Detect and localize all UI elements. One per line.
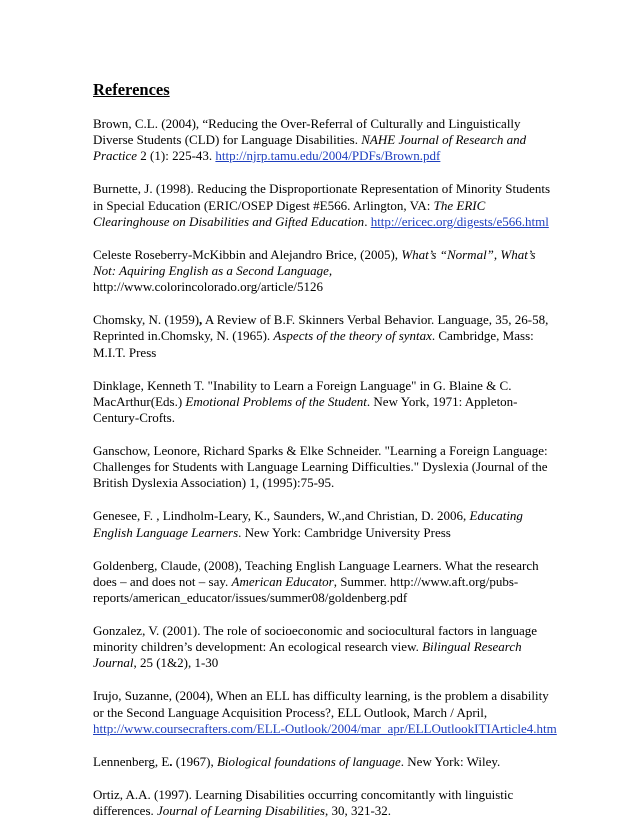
reference-text: Reprinted in.Chomsky, N. (1965). xyxy=(93,328,274,344)
reference-line xyxy=(93,198,613,214)
reference-title-italic: American Educator xyxy=(231,573,334,589)
reference-text: Ortiz, A.A. (1997). Learning Disabilities occurring concomitantly with linguistic xyxy=(93,786,514,802)
reference-line xyxy=(93,558,613,574)
reference-line xyxy=(93,263,613,279)
reference-text: . New York, 1971: Appleton- xyxy=(366,393,518,409)
reference-text: Challenges for Students with Language Learning Difficulties." Dyslexia (Journal of the xyxy=(93,459,548,475)
reference-line xyxy=(93,378,613,394)
reference-line xyxy=(93,148,613,164)
reference-text: , Summer. http://www.aft.org/pubs- xyxy=(333,573,519,589)
reference-text: Genesee, F. , Lindholm-Leary, K., Saunders, W.,and Christian, D. 2006, xyxy=(93,508,470,524)
reference-line xyxy=(93,475,613,491)
reference-text: 2 (1): 225-43. xyxy=(137,148,216,164)
reference-text: reports/american_educator/issues/summer08/goldenberg.pdf xyxy=(93,590,408,606)
reference-line xyxy=(93,214,613,230)
reference-text: , xyxy=(199,312,203,328)
reference-entry xyxy=(93,688,613,737)
reference-title-italic: Clearinghouse on Disabilities and Gifted Education xyxy=(93,213,365,229)
reference-entry xyxy=(93,181,613,230)
reference-title-italic: The ERIC xyxy=(433,197,486,213)
reference-line xyxy=(93,705,613,721)
reference-line xyxy=(93,508,613,524)
page-title: References xyxy=(93,80,170,99)
reference-text: Lennenberg, E xyxy=(93,753,170,769)
reference-title-italic: English Language Learners xyxy=(93,524,239,540)
reference-line xyxy=(93,247,613,263)
reference-line xyxy=(93,345,613,361)
reference-text: Burnette, J. (1998). Reducing the Disproportionate Representation of Minority Students xyxy=(93,181,551,197)
reference-line xyxy=(93,803,613,819)
reference-line xyxy=(93,655,613,671)
reference-text: or the Second Language Acquisition Process?, ELL Outlook, March / April, xyxy=(93,704,488,720)
reference-text: minority children’s development: An ecological research view. xyxy=(93,639,423,655)
reference-text: Brown, C.L. (2004), “Reducing the Over-Referral of Culturally and Linguistically xyxy=(93,116,521,131)
reference-entry xyxy=(93,787,613,819)
reference-link[interactable]: http://njrp.tamu.edu/2004/PDFs/Brown.pdf xyxy=(215,148,441,164)
reference-line xyxy=(93,721,613,737)
reference-entry xyxy=(93,558,613,607)
reference-text: MacArthur(Eds.) xyxy=(93,393,186,409)
reference-title-italic: Not: Aquiring English as a Second Language, xyxy=(93,263,333,279)
reference-title-italic: Bilingual Research xyxy=(422,639,522,655)
reference-text: . Cambridge, Mass: xyxy=(431,328,534,344)
reference-text: differences. xyxy=(93,803,158,819)
reference-text: , 25 (1&2), 1-30 xyxy=(133,655,219,671)
reference-line xyxy=(93,312,613,328)
reference-text: . New York: Cambridge University Press xyxy=(238,524,451,540)
reference-text: Dinklage, Kenneth T. "Inability to Learn a Foreign Language" in G. Blaine & C. xyxy=(93,377,512,393)
reference-title-italic: Journal of Learning Disabilities xyxy=(157,803,325,819)
reference-line xyxy=(93,754,613,770)
reference-line xyxy=(93,328,613,344)
reference-line xyxy=(93,688,613,704)
reference-text: . New York: Wiley. xyxy=(400,753,501,769)
reference-text: Chomsky, N. (1959) xyxy=(93,312,200,328)
reference-line xyxy=(93,525,613,541)
reference-text: in Special Education (ERIC/OSEP Digest #E566. Arlington, VA: xyxy=(93,197,434,213)
reference-line xyxy=(93,590,613,606)
reference-line xyxy=(93,623,613,639)
reference-title-italic: Biological foundations of language xyxy=(216,753,401,769)
reference-text: A Review of B.F. Skinners Verbal Behavior. Language, 35, 26-58, xyxy=(202,312,549,328)
reference-text: Gonzalez, V. (2001). The role of socioeconomic and sociocultural factors in language xyxy=(93,623,538,639)
reference-entry xyxy=(93,754,613,770)
reference-text: ( xyxy=(172,753,181,769)
reference-line xyxy=(93,574,613,590)
reference-title-italic: What’s “Normal”, What’s xyxy=(401,246,536,262)
reference-title-italic: NAHE Journal of Research and xyxy=(361,132,527,148)
reference-text: Goldenberg, Claude, (2008), Teaching English Language Learners. What the research xyxy=(93,557,539,573)
reference-title-italic: Practice xyxy=(93,148,138,164)
reference-entry xyxy=(93,312,613,361)
reference-text: , 30, 321-32. xyxy=(324,803,392,819)
reference-text: Irujo, Suzanne, (2004), When an ELL has difficulty learning, is the problem a disability xyxy=(93,688,549,704)
reference-text: . xyxy=(169,753,173,769)
reference-text: 1967), xyxy=(180,753,217,769)
reference-line xyxy=(93,787,613,803)
reference-entry xyxy=(93,623,613,672)
reference-link[interactable]: http://www.coursecrafters.com/ELL-Outlook/2004/mar_apr/ELLOutlookITIArticle4.htm xyxy=(93,720,557,736)
reference-line xyxy=(93,639,613,655)
reference-title-italic: Educating xyxy=(469,508,523,524)
reference-text: M.I.T. Press xyxy=(93,344,157,360)
reference-link[interactable]: http://ericec.org/digests/e566.html xyxy=(370,213,549,229)
reference-title-italic: Journal xyxy=(93,655,134,671)
reference-text: British Dyslexia Association) 1, (1995):75-95. xyxy=(93,475,335,491)
reference-text: Century-Crofts. xyxy=(93,410,175,426)
reference-text: Ganschow, Leonore, Richard Sparks & Elke Schneider. "Learning a Foreign Language: xyxy=(93,443,548,459)
reference-entry xyxy=(93,508,613,540)
reference-list xyxy=(93,116,613,836)
reference-entry xyxy=(93,116,613,165)
reference-line xyxy=(93,181,613,197)
reference-entry xyxy=(93,247,613,296)
reference-line xyxy=(93,279,613,295)
reference-text: http://www.colorincolorado.org/article/5126 xyxy=(93,279,323,295)
reference-line xyxy=(93,459,613,475)
reference-entry xyxy=(93,443,613,492)
reference-line xyxy=(93,132,613,148)
reference-title-italic: Emotional Problems of the Student xyxy=(185,393,367,409)
reference-line xyxy=(93,394,613,410)
reference-text: Diverse Students (CLD) for Language Disabilities. xyxy=(93,132,362,148)
reference-line xyxy=(93,410,613,426)
reference-text: . xyxy=(364,213,371,229)
reference-text: does – and does not – say. xyxy=(93,573,232,589)
reference-title-italic: Aspects of the theory of syntax xyxy=(273,328,432,344)
reference-line xyxy=(93,443,613,459)
reference-entry xyxy=(93,378,613,427)
reference-line xyxy=(93,116,613,132)
reference-text: Celeste Roseberry-McKibbin and Alejandro Brice, (2005), xyxy=(93,246,402,262)
